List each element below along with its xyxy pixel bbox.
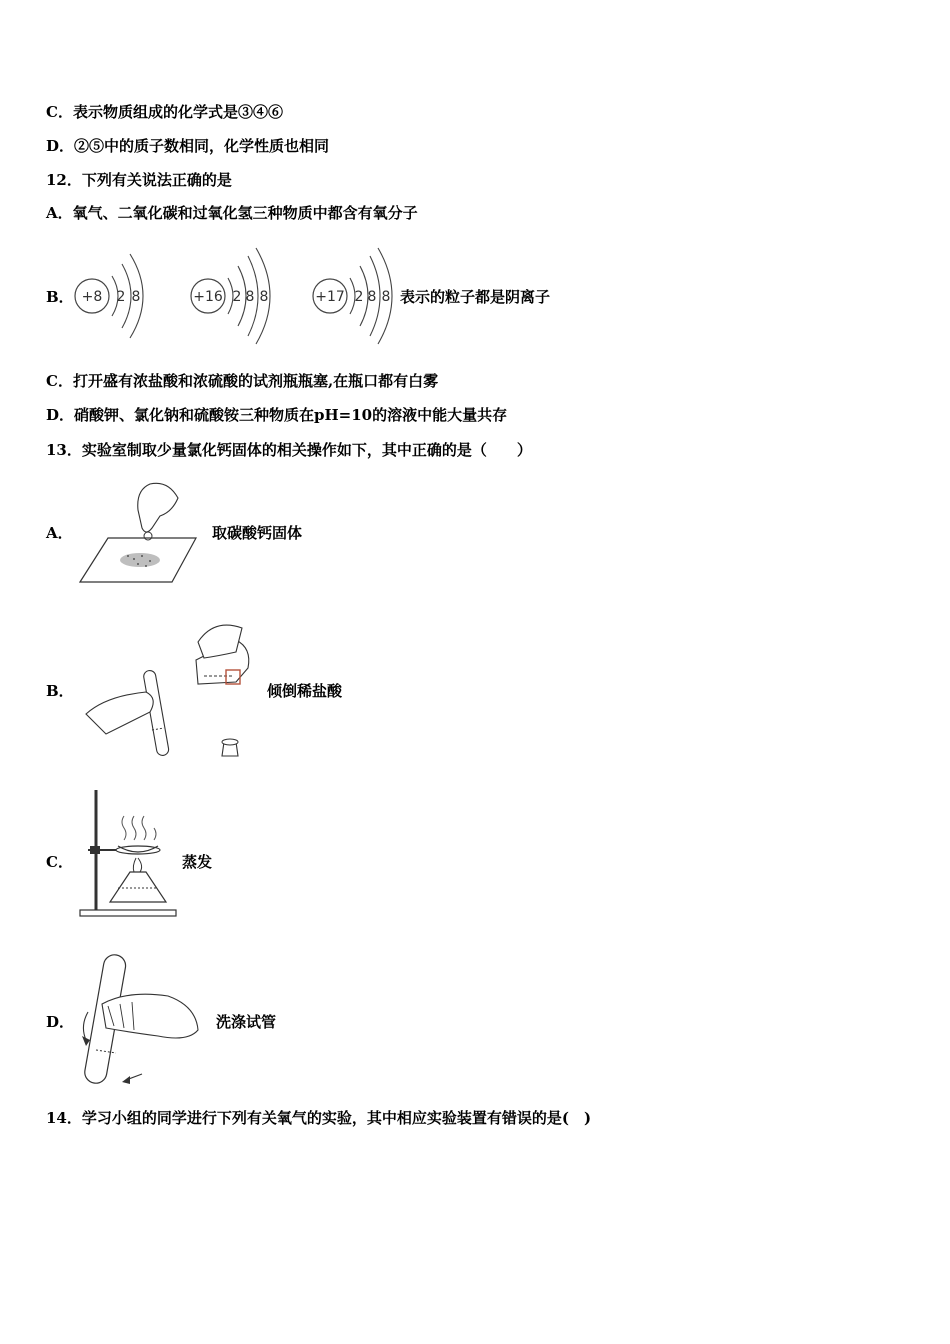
atom-1-shell-2: 8: [131, 289, 141, 305]
q13-option-d-image: [78, 950, 208, 1090]
q12-option-b-text: 表示的粒子都是阴离子: [400, 288, 551, 306]
atom-diagram-3: [310, 242, 400, 352]
atom-3-shell-2: 8: [367, 289, 377, 305]
atom-3-shell-1: 2: [354, 289, 364, 305]
q13-option-c-image: [78, 788, 188, 918]
q13-option-b-label: B．: [46, 682, 74, 700]
atom-2-shell-3: 8: [259, 289, 269, 305]
q12-option-b-label: B．: [46, 288, 74, 306]
q13-stem: 13．实验室制取少量氯化钙固体的相关操作如下，其中正确的是（ ）: [46, 441, 532, 459]
atom-3-shell-3: 8: [381, 289, 391, 305]
q13-option-b-image: [86, 612, 256, 762]
atom-2-shell-2: 8: [245, 289, 255, 305]
q11-option-c: C．表示物质组成的化学式是③④⑥: [46, 103, 283, 121]
q13-option-c-caption: 蒸发: [182, 853, 213, 871]
atom-diagram-2: [188, 242, 278, 352]
q13-option-d-label: D．: [46, 1013, 75, 1031]
q14-stem: 14．学习小组的同学进行下列有关氧气的实验，其中相应实验装置有错误的是( ): [46, 1109, 592, 1127]
q13-option-d-caption: 洗涤试管: [216, 1013, 277, 1031]
atom-1-shell-1: 2: [116, 289, 126, 305]
atom-2-shell-1: 2: [232, 289, 242, 305]
atom-diagram-1: [72, 242, 162, 352]
q12-stem: 12．下列有关说法正确的是: [46, 171, 232, 189]
q13-option-a-image: [80, 476, 200, 586]
atom-2-nucleus: +16: [193, 289, 223, 305]
atom-3-nucleus: +17: [315, 289, 345, 305]
q12-option-d: D．硝酸钾、氯化钠和硫酸铵三种物质在pH=10的溶液中能大量共存: [46, 406, 508, 424]
atom-1-nucleus: +8: [81, 289, 103, 305]
q13-option-a-caption: 取碳酸钙固体: [212, 524, 303, 542]
q13-option-c-label: C．: [46, 853, 73, 871]
q13-option-a-label: A．: [46, 524, 73, 542]
q11-option-d: D．②⑤中的质子数相同，化学性质也相同: [46, 137, 330, 155]
q12-option-a: A．氧气、二氧化碳和过氧化氢三种物质中都含有氧分子: [46, 204, 418, 222]
q12-option-c: C．打开盛有浓盐酸和浓硫酸的试剂瓶瓶塞,在瓶口都有白雾: [46, 372, 439, 390]
q13-option-b-caption: 倾倒稀盐酸: [267, 682, 343, 700]
